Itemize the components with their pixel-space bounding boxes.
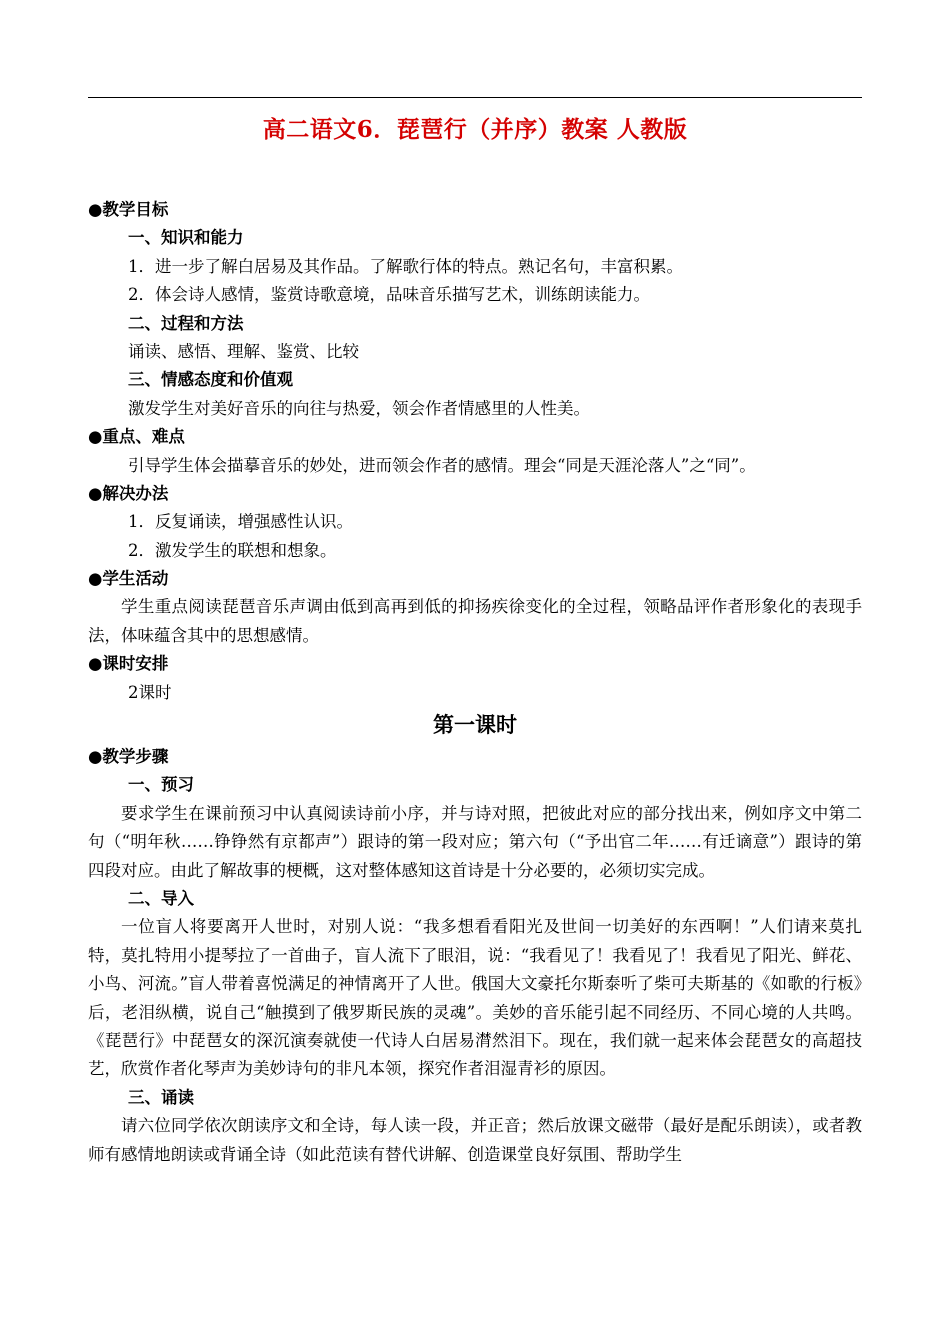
heading-solutions: ● 解决办法 — [88, 480, 862, 508]
heading-activities: ● 学生活动 — [88, 565, 862, 593]
subheading-intro: 二、导入 — [128, 889, 194, 909]
activities-text: 学生重点阅读琵琶音乐声调由低到高再到低的抑扬疾徐变化的全过程，领略品评作者形象化的表现手法，体味蕴含其中的思想感情。 — [88, 597, 862, 645]
heading-schedule: ● 课时安排 — [88, 650, 862, 678]
goal-item-1: 1．进一步了解白居易及其作品。了解歌行体的特点。熟记名句，丰富积累。 — [128, 256, 683, 276]
heading-goals: ● 教学目标 — [88, 196, 862, 224]
subheading-recite: 三、诵读 — [128, 1087, 194, 1107]
goal-item-2: 2．体会诗人感情，鉴赏诗歌意境，品味音乐描写艺术，训练朗读能力。 — [128, 285, 650, 305]
subheading-knowledge: 一、知识和能力 — [128, 228, 244, 248]
subheading-preview: 一、预习 — [128, 775, 194, 795]
solution-item-1: 1．反复诵读，增强感性认识。 — [128, 512, 353, 532]
intro-text: 一位盲人将要离开人世时，对别人说：“我多想看看阳光及世间一切美好的东西啊！”人们请来莫扎特，莫扎特用小提琴拉了一首曲子，盲人流下了眼泪，说：“我看见了！我看见了！我看见了阳光、鲜花、小鸟、河流。”盲人带着喜悦满足的神情离开了人世。俄国大文豪托尔斯泰听了柴可夫斯基的《如歌的行板》后，老泪纵横，说自己“触摸到了俄罗斯民族的灵魂”。美妙的音乐能引起不同经历、不同心境的人共鸣。《琵琶行》中琵琶女的深沉演奏就使一代诗人白居易潸然泪下。现在，我们就一起来体会琵琶女的高超技艺，欣赏作者化琴声为美妙诗句的非凡本领，探究作者泪湿青衫的原因。 — [88, 917, 862, 1079]
values-text: 激发学生对美好音乐的向往与热爱，领会作者情感里的人性美。 — [128, 398, 590, 418]
methods-text: 诵读、感悟、理解、鉴赏、比较 — [128, 341, 359, 361]
lesson-1-heading: 第一课时 — [433, 712, 517, 738]
document-title: 高二语文6．琵琶行（并序）教案 人教版 — [262, 116, 688, 143]
subheading-values: 三、情感态度和价值观 — [128, 370, 293, 390]
preview-text: 要求学生在课前预习中认真阅读诗前小序，并与诗对照，把彼此对应的部分找出来，例如序文中第二句（“明年秋……铮铮然有京都声”）跟诗的第一段对应；第六句（“予出官二年……有迁谪意”）跟诗的第四段对应。由此了解故事的梗概，这对整体感知这首诗是十分必要的，必须切实完成。 — [88, 803, 862, 880]
heading-keypoints: ● 重点、难点 — [88, 423, 862, 451]
schedule-text: 2课时 — [128, 682, 172, 702]
recite-text: 请六位同学依次朗读序文和全诗，每人读一段，并正音；然后放课文磁带（最好是配乐朗读），或者教师有感情地朗读或背诵全诗（如此范读有替代讲解、创造课堂良好氛围、帮助学生 — [88, 1116, 862, 1164]
subheading-process: 二、过程和方法 — [128, 313, 244, 333]
keypoints-text: 引导学生体会描摹音乐的妙处，进而领会作者的感情。理会“同是天涯沦落人”之“同”。 — [128, 455, 756, 475]
solution-item-2: 2．激发学生的联想和想象。 — [128, 540, 337, 560]
document-body — [88, 196, 862, 1169]
heading-steps: ● 教学步骤 — [88, 743, 862, 771]
header-rule — [88, 97, 862, 98]
